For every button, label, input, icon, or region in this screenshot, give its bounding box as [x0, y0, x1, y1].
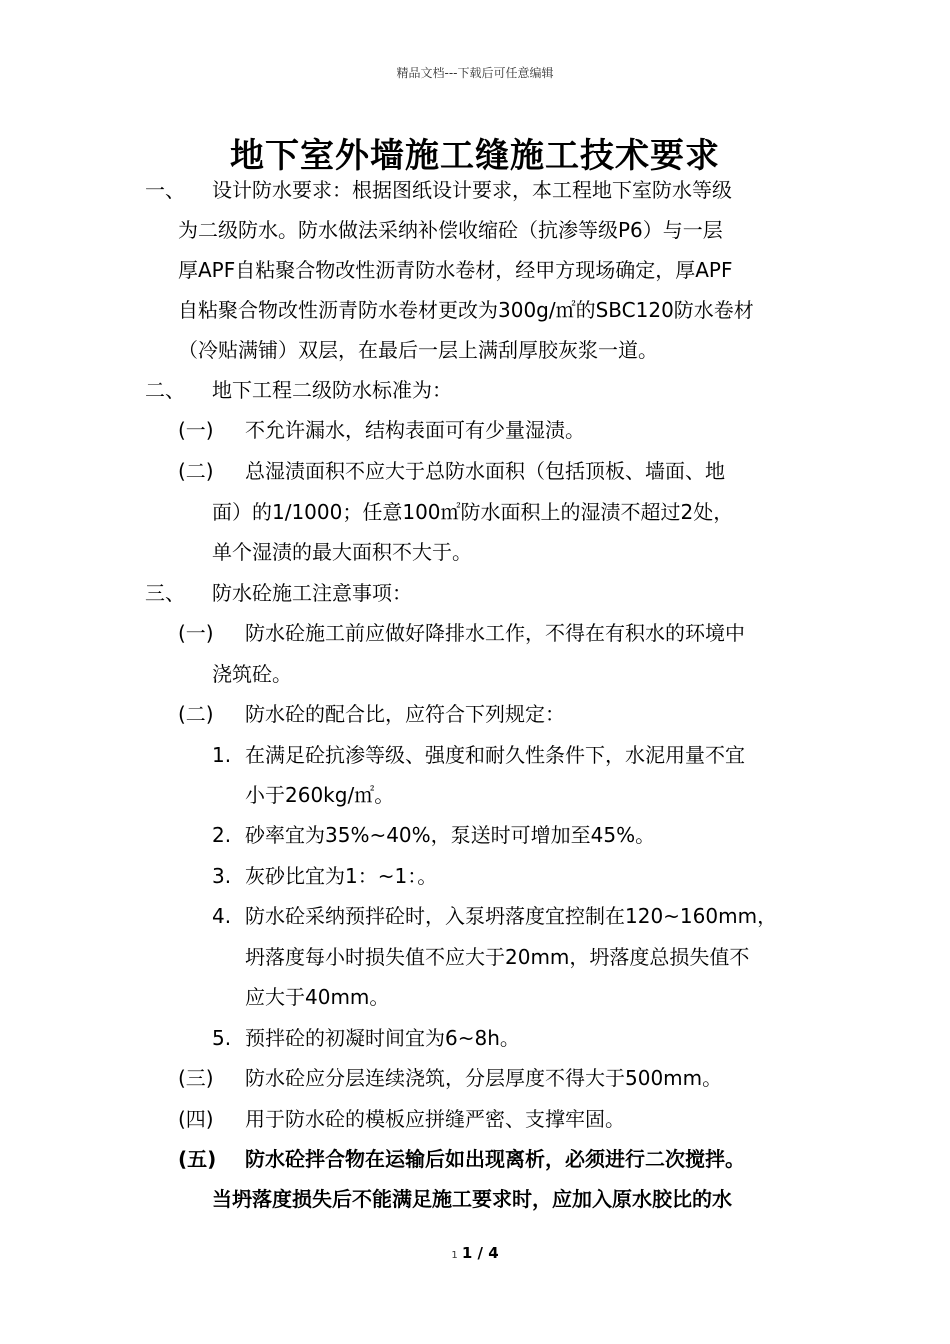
subsection-marker: (四)	[178, 1107, 214, 1131]
section-marker: 二、	[145, 378, 185, 402]
paragraph-line: 灰砂比宜为1：~1：。	[245, 864, 438, 888]
section-marker: 三、	[145, 581, 185, 605]
subsection-marker: (二)	[178, 702, 214, 726]
paragraph-line: 厚APF自粘聚合物改性沥青防水卷材，经甲方现场确定，厚APF	[178, 258, 733, 282]
paragraph-line: 自粘聚合物改性沥青防水卷材更改为300g/㎡的SBC120防水卷材	[178, 298, 754, 322]
paragraph-line: 防水砼应分层连续浇筑，分层厚度不得大于500mm。	[245, 1066, 723, 1090]
paragraph-line: 防水砼采纳预拌砼时，入泵坍落度宜控制在120~160mm，	[245, 904, 778, 928]
paragraph-line: 单个湿渍的最大面积不大于。	[212, 540, 472, 564]
paragraph-line: 面）的1/1000；任意100㎡防水面积上的湿渍不超过2处，	[212, 500, 734, 524]
current-page-indicator: 1	[451, 1250, 458, 1261]
paragraph-line: 预拌砼的初凝时间宜为6~8h。	[245, 1026, 520, 1050]
paragraph-line: 为二级防水。防水做法采纳补偿收缩砼（抗渗等级P6）与一层	[178, 218, 723, 242]
paragraph-line: 防水砼的配合比，应符合下列规定：	[245, 702, 565, 726]
document-title: 地下室外墙施工缝施工技术要求	[230, 136, 720, 176]
paragraph-line: 小于260kg/㎡。	[245, 783, 395, 807]
list-number: 2.	[212, 823, 232, 847]
paragraph-line: 防水砼施工前应做好降排水工作，不得在有积水的环境中	[245, 621, 745, 645]
paragraph-line: 总湿渍面积不应大于总防水面积（包括顶板、墙面、地	[245, 459, 725, 483]
page-number: 1 / 4	[461, 1244, 499, 1262]
paragraph-line: 应大于40mm。	[245, 985, 390, 1009]
paragraph-line: 地下工程二级防水标准为：	[212, 378, 452, 402]
paragraph-line: 当坍落度损失后不能满足施工要求时，应加入原水胶比的水	[212, 1187, 732, 1211]
paragraph-line: （冷贴满铺）双层，在最后一层上满刮厚胶灰浆一道。	[178, 338, 658, 362]
list-number: 5.	[212, 1026, 232, 1050]
subsection-marker: (五)	[178, 1147, 217, 1171]
paragraph-line: 防水砼施工注意事项：	[212, 581, 412, 605]
paragraph-line: 用于防水砼的模板应拼缝严密、支撑牢固。	[245, 1107, 625, 1131]
paragraph-line: 砂率宜为35%~40%，泵送时可增加至45%。	[245, 823, 656, 847]
list-number: 1.	[212, 743, 232, 767]
paragraph-line: 在满足砼抗渗等级、强度和耐久性条件下，水泥用量不宜	[245, 743, 745, 767]
paragraph-line: 不允许漏水，结构表面可有少量湿渍。	[245, 418, 585, 442]
subsection-marker: (二)	[178, 459, 214, 483]
list-number: 3.	[212, 864, 232, 888]
list-number: 4.	[212, 904, 232, 928]
subsection-marker: (三)	[178, 1066, 214, 1090]
page-footer	[0, 1244, 950, 1262]
subsection-marker: (一)	[178, 621, 214, 645]
paragraph-line: 设计防水要求：根据图纸设计要求，本工程地下室防水等级	[212, 178, 732, 202]
section-marker: 一、	[145, 178, 185, 202]
paragraph-line: 防水砼拌合物在运输后如出现离析，必须进行二次搅拌。	[245, 1147, 745, 1171]
paragraph-line: 坍落度每小时损失值不应大于20mm，坍落度总损失值不	[245, 945, 750, 969]
page-header: 精品文档---下载后可任意编辑	[396, 66, 554, 80]
subsection-marker: (一)	[178, 418, 214, 442]
paragraph-line: 浇筑砼。	[212, 662, 292, 686]
